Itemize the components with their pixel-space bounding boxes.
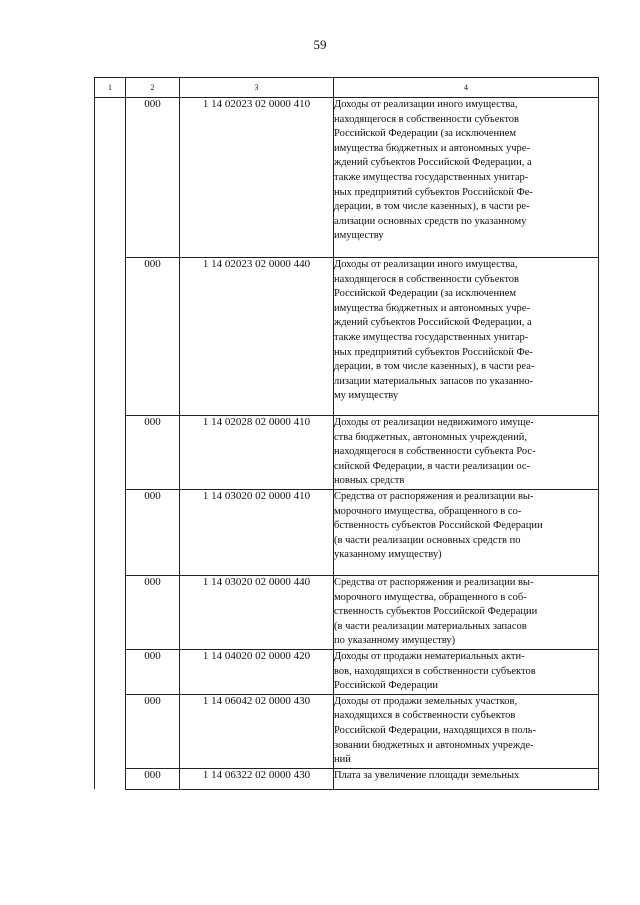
- description-cell: Доходы от реализации иного имущества, находящегося в собственности субъектов Российской Федерации (за исключением имущества бюджетных и автономных учре- ждений субъектов Российской Федерации, а также имущества государственных унитар- ных предприятий субъектов Российской Фе- дерации, в том числе казенных), в части ре- ализации основных средств по указанному имуществу: [334, 98, 599, 258]
- header-col-4: 4: [334, 78, 599, 98]
- budget-code-cell: 1 14 04020 02 0000 420: [180, 649, 334, 694]
- admin-code-cell: 000: [126, 258, 180, 416]
- budget-code-cell: 1 14 06322 02 0000 430: [180, 768, 334, 789]
- table-row: [95, 768, 599, 789]
- header-col-2: 2: [126, 78, 180, 98]
- admin-code-cell: 000: [126, 649, 180, 694]
- budget-code-cell: 1 14 06042 02 0000 430: [180, 694, 334, 768]
- description-cell: Средства от распоряжения и реализации вы- морочного имущества, обращенного в со- бственность субъектов Российской Федерации (в части реализации основных средств по указанному имуществу): [334, 489, 599, 575]
- description-cell: Средства от распоряжения и реализации вы- морочного имущества, обращенного в соб- ственность субъектов Российской Федерации (в части реализации материальных запасов по указанному имуществу): [334, 575, 599, 649]
- admin-code-cell: 000: [126, 694, 180, 768]
- admin-code-cell: 000: [126, 98, 180, 258]
- table-row: [95, 489, 599, 575]
- header-row: [95, 78, 599, 98]
- table-row: [95, 694, 599, 768]
- admin-code-cell: 000: [126, 575, 180, 649]
- table-row: [95, 98, 599, 258]
- description-cell: Доходы от реализации иного имущества, находящегося в собственности субъектов Российской Федерации (за исключением имущества бюджетных и автономных учре- ждений субъектов Российской Федерации, а также имущества государственных унитар- ных предприятий субъектов Российской Фе- дерации, в том числе казенных), в части реа- лизации материальных запасов по указанно- му имуществу: [334, 258, 599, 416]
- table-row: [95, 258, 599, 416]
- budget-codes-table: [94, 77, 599, 790]
- page-number: 59: [313, 37, 327, 52]
- budget-code-cell: 1 14 02028 02 0000 410: [180, 416, 334, 490]
- description-cell: Доходы от реализации недвижимого имуще- ства бюджетных, автономных учреждений, находящегося в собственности субъекта Рос- сийской Федерации, в части реализации ос- новных средств: [334, 416, 599, 490]
- description-cell: Доходы от продажи земельных участков, находящихся в собственности субъектов Российской Федерации, находящихся в поль- зовании бюджетных и автономных учрежде- ний: [334, 694, 599, 768]
- description-cell: Доходы от продажи нематериальных акти- вов, находящихся в собственности субъектов Российской Федерации: [334, 649, 599, 694]
- budget-code-cell: 1 14 02023 02 0000 440: [180, 258, 334, 416]
- table-row: [95, 416, 599, 490]
- budget-code-cell: 1 14 03020 02 0000 440: [180, 575, 334, 649]
- table-row: [95, 649, 599, 694]
- header-col-3: 3: [180, 78, 334, 98]
- empty-column-cell: [95, 98, 126, 790]
- table-row: [95, 575, 599, 649]
- admin-code-cell: 000: [126, 416, 180, 490]
- budget-code-cell: 1 14 02023 02 0000 410: [180, 98, 334, 258]
- header-col-1: 1: [95, 78, 126, 98]
- admin-code-cell: 000: [126, 489, 180, 575]
- admin-code-cell: 000: [126, 768, 180, 789]
- budget-code-cell: 1 14 03020 02 0000 410: [180, 489, 334, 575]
- description-cell: Плата за увеличение площади земельных: [334, 768, 599, 789]
